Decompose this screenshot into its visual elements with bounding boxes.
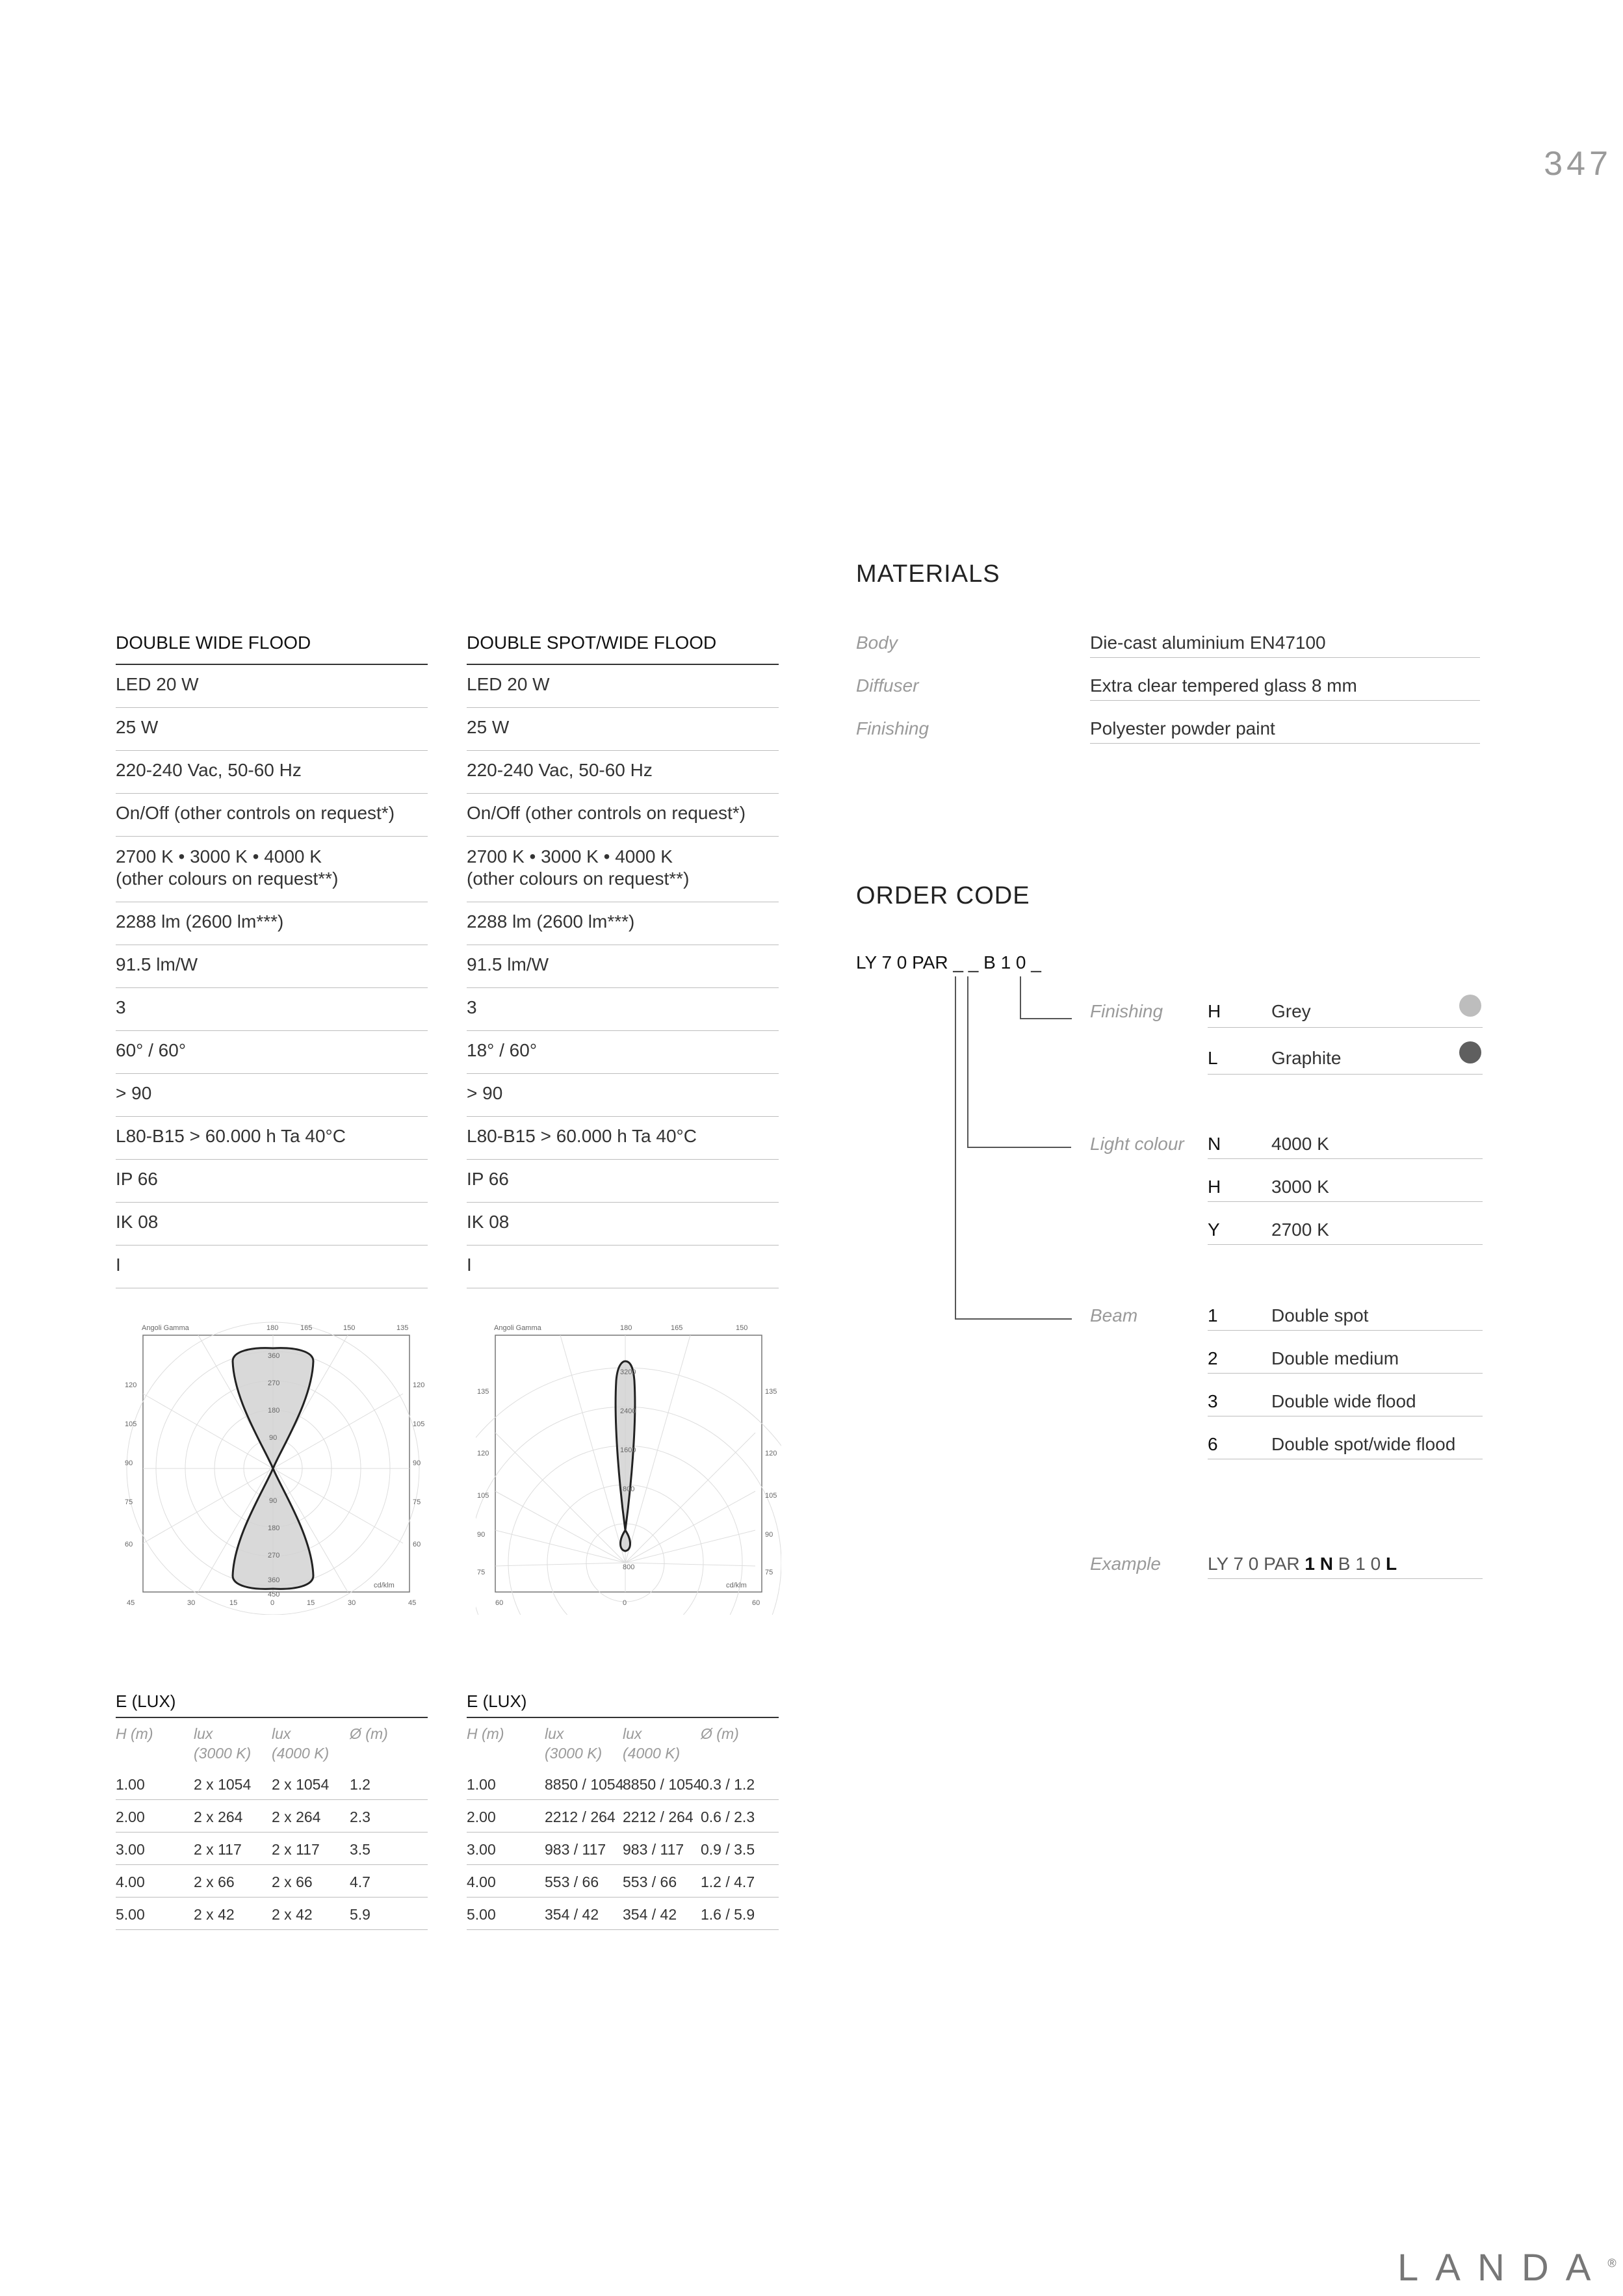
lux-cell: 2212 / 264 [545,1808,616,1825]
spec-beam-angle: 18° / 60° [467,1031,779,1074]
lux-header-line: (4000 K) [623,1745,681,1762]
lux-cell: 1.00 [116,1776,145,1793]
rule [467,1929,779,1930]
lux-cell: 2 x 42 [272,1906,313,1923]
beam-code-3: 3 [1208,1391,1218,1411]
beam-label: Beam [1090,1305,1138,1325]
spec-colour-temperature [116,837,428,902]
lux-cell: 4.00 [467,1873,496,1890]
connector-light-colour-v [967,976,968,1148]
ring-label: 1600 [620,1446,636,1454]
spec-controls: On/Off (other controls on request*) [467,794,779,837]
rule [116,1832,428,1833]
lux-cell: 2 x 42 [194,1906,235,1923]
ring-label: 360 [268,1352,280,1360]
spec-voltage: 220-240 Vac, 50-60 Hz [467,751,779,794]
spec-ik-rating: IK 08 [467,1203,779,1246]
lux-header-line: lux [545,1725,564,1742]
lux-cell: 2 x 264 [194,1808,243,1825]
brand-logo [1397,2246,1617,2289]
rule [1208,1027,1483,1028]
lux-cell: 2 x 1054 [272,1776,330,1793]
spec-colour-options: 2700 K • 3000 K • 4000 K [467,846,673,867]
lux-cell: 2.00 [116,1808,145,1825]
tick: 75 [125,1498,133,1506]
tick: 0 [270,1599,275,1607]
lux-cell: 983 / 117 [623,1841,684,1858]
spec-system-power: 25 W [116,708,428,751]
lux-header-diameter: Ø (m) [350,1725,388,1742]
tick: 120 [765,1450,777,1457]
rule [1208,1201,1483,1202]
ring-label: 90 [269,1434,278,1442]
lux-cell: 2 x 117 [272,1841,320,1858]
rule [467,1832,779,1833]
beam-code-6: 6 [1208,1434,1218,1454]
spec-ik-rating: IK 08 [116,1203,428,1246]
light-distribution-curve [616,1361,635,1551]
lux-cell: 3.00 [116,1841,145,1858]
rule [1208,1158,1483,1159]
tick: 120 [477,1450,489,1457]
rule [1208,1373,1483,1374]
tick: 135 [396,1324,409,1332]
spec-power: LED 20 W [116,665,428,708]
order-code-title: ORDER CODE [856,882,1030,909]
ring-label: 800 [623,1485,635,1493]
tick: 165 [671,1324,683,1332]
lux-header-diameter: Ø (m) [701,1725,739,1742]
order-code-string: LY 7 0 PAR _ _ B 1 0 _ [856,952,1041,972]
spec-insulation-class: I [116,1246,428,1288]
beam-desc-double-spot: Double spot [1271,1305,1369,1325]
tick: 150 [736,1324,748,1332]
spec-efficacy: 91.5 lm/W [467,945,779,988]
example-code [1208,1554,1397,1574]
lux-cell: 5.00 [467,1906,496,1923]
spec-colour-temperature [467,837,779,902]
spec-cri: > 90 [116,1074,428,1117]
ring-label: 360 [268,1576,280,1584]
rule [467,1799,779,1800]
tick: 180 [266,1324,279,1332]
polar-corner-label: Angoli Gamma [142,1324,189,1332]
lux-header-height: H (m) [467,1725,504,1742]
materials-label-body: Body [856,633,898,653]
tick: 60 [495,1599,504,1607]
tick: 90 [413,1459,421,1467]
polar-chart-double-spot-wide-flood [476,1316,781,1615]
rule [1208,1330,1483,1331]
lux-cell: 2 x 264 [272,1808,321,1825]
materials-title: MATERIALS [856,560,1000,588]
rule [116,1897,428,1898]
spec-column-double-spot-wide-flood [467,633,779,1288]
example-bold-2: L [1385,1554,1397,1574]
spec-cri: > 90 [467,1074,779,1117]
lux-cell: 2 x 117 [194,1841,242,1858]
lux-cell: 0.9 / 3.5 [701,1841,755,1858]
example-prefix: LY 7 0 PAR [1208,1554,1300,1574]
connector-beam-v [955,976,956,1320]
tick: 105 [477,1492,489,1500]
tick: 75 [765,1569,773,1576]
lux-cell: 0.6 / 2.3 [701,1808,755,1825]
materials-label-finishing: Finishing [856,718,929,738]
spec-efficacy: 91.5 lm/W [116,945,428,988]
lux-cell: 354 / 42 [545,1906,599,1923]
polar-chart-double-wide-flood [123,1316,429,1615]
lux-cell: 553 / 66 [623,1873,677,1890]
lux-header-lux-3000 [194,1724,251,1763]
light-colour-code-h: H [1208,1177,1221,1197]
finishing-label: Finishing [1090,1001,1163,1021]
lux-cell: 3.5 [350,1841,370,1858]
lux-cell: 354 / 42 [623,1906,677,1923]
lux-header-line: lux [272,1725,291,1742]
tick: 135 [765,1388,777,1396]
ring-label: 180 [268,1524,280,1532]
lux-cell: 0.3 / 1.2 [701,1776,755,1793]
ring-label: 180 [268,1407,280,1415]
lux-table-title: E (LUX) [467,1691,779,1718]
lux-header-line: (3000 K) [194,1745,252,1762]
rule [1208,1578,1483,1579]
lux-cell: 2 x 66 [272,1873,313,1890]
materials-value-diffuser: Extra clear tempered glass 8 mm [1090,675,1480,701]
lux-cell: 4.7 [350,1873,370,1890]
lux-cell: 5.00 [116,1906,145,1923]
spec-column-title: DOUBLE SPOT/WIDE FLOOD [467,633,779,665]
lux-header-lux-4000 [623,1724,680,1763]
ring-label: 2400 [620,1407,636,1415]
lux-cell: 8850 / 1054 [545,1776,624,1793]
beam-code-2: 2 [1208,1348,1218,1368]
tick: 45 [408,1599,417,1607]
light-colour-code-n: N [1208,1134,1221,1154]
lux-cell: 2212 / 264 [623,1808,694,1825]
beam-desc-double-medium: Double medium [1271,1348,1399,1368]
materials-label-diffuser: Diffuser [856,675,919,696]
lux-cell: 5.9 [350,1906,370,1923]
rule [467,1897,779,1898]
lux-cell: 8850 / 1054 [623,1776,702,1793]
polar-unit: cd/klm [374,1582,395,1589]
spec-controls: On/Off (other controls on request*) [116,794,428,837]
connector-finishing-h [1020,1018,1072,1019]
tick: 105 [125,1420,137,1428]
lux-cell: 2.3 [350,1808,370,1825]
example-label: Example [1090,1554,1161,1574]
rule [116,1864,428,1865]
finishing-code-h: H [1208,1001,1221,1021]
lux-table-title: E (LUX) [116,1691,428,1718]
tick: 90 [765,1531,773,1539]
tick: 75 [413,1498,421,1506]
lux-header-height: H (m) [116,1725,153,1742]
rule [467,1864,779,1865]
ring-label: 800 [623,1563,635,1571]
tick: 90 [125,1459,133,1467]
example-bold-1: 1 N [1305,1554,1333,1574]
rule [1208,1244,1483,1245]
example-middle: B 1 0 [1338,1554,1381,1574]
graphite-swatch [1459,1041,1481,1063]
tick: 90 [477,1531,486,1539]
light-colour-code-y: Y [1208,1220,1220,1240]
page-number: 347 [1544,145,1612,183]
tick: 105 [765,1492,777,1500]
lux-header-lux-3000 [545,1724,602,1763]
lux-header-line: (3000 K) [545,1745,603,1762]
spec-lumens: 2288 lm (2600 lm***) [116,902,428,945]
lux-header-line: lux [194,1725,213,1742]
tick: 30 [187,1599,196,1607]
spec-system-power: 25 W [467,708,779,751]
materials-value-body: Die-cast aluminium EN47100 [1090,633,1480,658]
ring-label: 90 [269,1497,278,1505]
spec-insulation-class: I [467,1246,779,1288]
connector-finishing-v [1020,976,1021,1019]
lux-cell: 3.00 [467,1841,496,1858]
tick: 75 [477,1569,486,1576]
beam-desc-double-wide-flood: Double wide flood [1271,1391,1416,1411]
tick: 165 [300,1324,313,1332]
tick: 60 [125,1541,133,1548]
lux-cell: 1.2 / 4.7 [701,1873,755,1890]
rule [116,1929,428,1930]
spec-ip-rating: IP 66 [116,1160,428,1203]
tick: 0 [623,1599,627,1607]
finishing-desc-graphite: Graphite [1271,1048,1342,1068]
lux-cell: 983 / 117 [545,1841,606,1858]
lux-cell: 2.00 [467,1808,496,1825]
beam-desc-double-spot-wide-flood: Double spot/wide flood [1271,1434,1456,1454]
tick: 105 [413,1420,425,1428]
ring-label: 450 [268,1591,280,1598]
light-colour-desc-2700k: 2700 K [1271,1220,1329,1240]
spec-macadam: 3 [467,988,779,1031]
connector-beam-h [955,1318,1072,1320]
light-colour-desc-4000k: 4000 K [1271,1134,1329,1154]
light-colour-desc-3000k: 3000 K [1271,1177,1329,1197]
brand-name: LANDA [1397,2247,1608,2289]
lux-header-line: lux [623,1725,642,1742]
spec-colour-options: 2700 K • 3000 K • 4000 K [116,846,322,867]
spec-ip-rating: IP 66 [467,1160,779,1203]
spec-colour-note: (other colours on request**) [467,868,690,889]
tick: 15 [307,1599,315,1607]
spec-macadam: 3 [116,988,428,1031]
spec-column-double-wide-flood [116,633,428,1288]
tick: 135 [477,1388,489,1396]
ring-label: 3200 [620,1368,636,1376]
tick: 45 [127,1599,135,1607]
finishing-code-l: L [1208,1048,1218,1068]
spec-lumens: 2288 lm (2600 lm***) [467,902,779,945]
polar-corner-label: Angoli Gamma [494,1324,541,1332]
tick: 30 [348,1599,356,1607]
spec-lifetime: L80-B15 > 60.000 h Ta 40°C [116,1117,428,1160]
lux-cell: 553 / 66 [545,1873,599,1890]
tick: 15 [229,1599,238,1607]
lux-header-lux-4000 [272,1724,329,1763]
connector-light-colour-h [967,1147,1071,1148]
rule [116,1799,428,1800]
ring-label: 270 [268,1379,280,1387]
spec-lifetime: L80-B15 > 60.000 h Ta 40°C [467,1117,779,1160]
spec-voltage: 220-240 Vac, 50-60 Hz [116,751,428,794]
lux-cell: 2 x 66 [194,1873,235,1890]
tick: 150 [343,1324,356,1332]
ring-label: 270 [268,1552,280,1559]
grey-swatch [1459,995,1481,1017]
beam-code-1: 1 [1208,1305,1218,1325]
lux-cell: 1.6 / 5.9 [701,1906,755,1923]
tick: 60 [752,1599,760,1607]
rule [1208,1074,1483,1075]
lux-cell: 2 x 1054 [194,1776,252,1793]
materials-value-finishing: Polyester powder paint [1090,718,1480,744]
tick: 120 [125,1381,137,1389]
lux-cell: 1.2 [350,1776,370,1793]
registered-mark: ® [1607,2256,1617,2270]
tick: 180 [620,1324,632,1332]
spec-column-title: DOUBLE WIDE FLOOD [116,633,428,665]
lux-cell: 4.00 [116,1873,145,1890]
spec-beam-angle: 60° / 60° [116,1031,428,1074]
tick: 60 [413,1541,421,1548]
lux-cell: 1.00 [467,1776,496,1793]
spec-colour-note: (other colours on request**) [116,868,339,889]
polar-unit: cd/klm [726,1582,747,1589]
finishing-desc-grey: Grey [1271,1001,1311,1021]
lux-header-line: (4000 K) [272,1745,330,1762]
light-colour-label: Light colour [1090,1134,1184,1154]
tick: 120 [413,1381,425,1389]
spec-power: LED 20 W [467,665,779,708]
